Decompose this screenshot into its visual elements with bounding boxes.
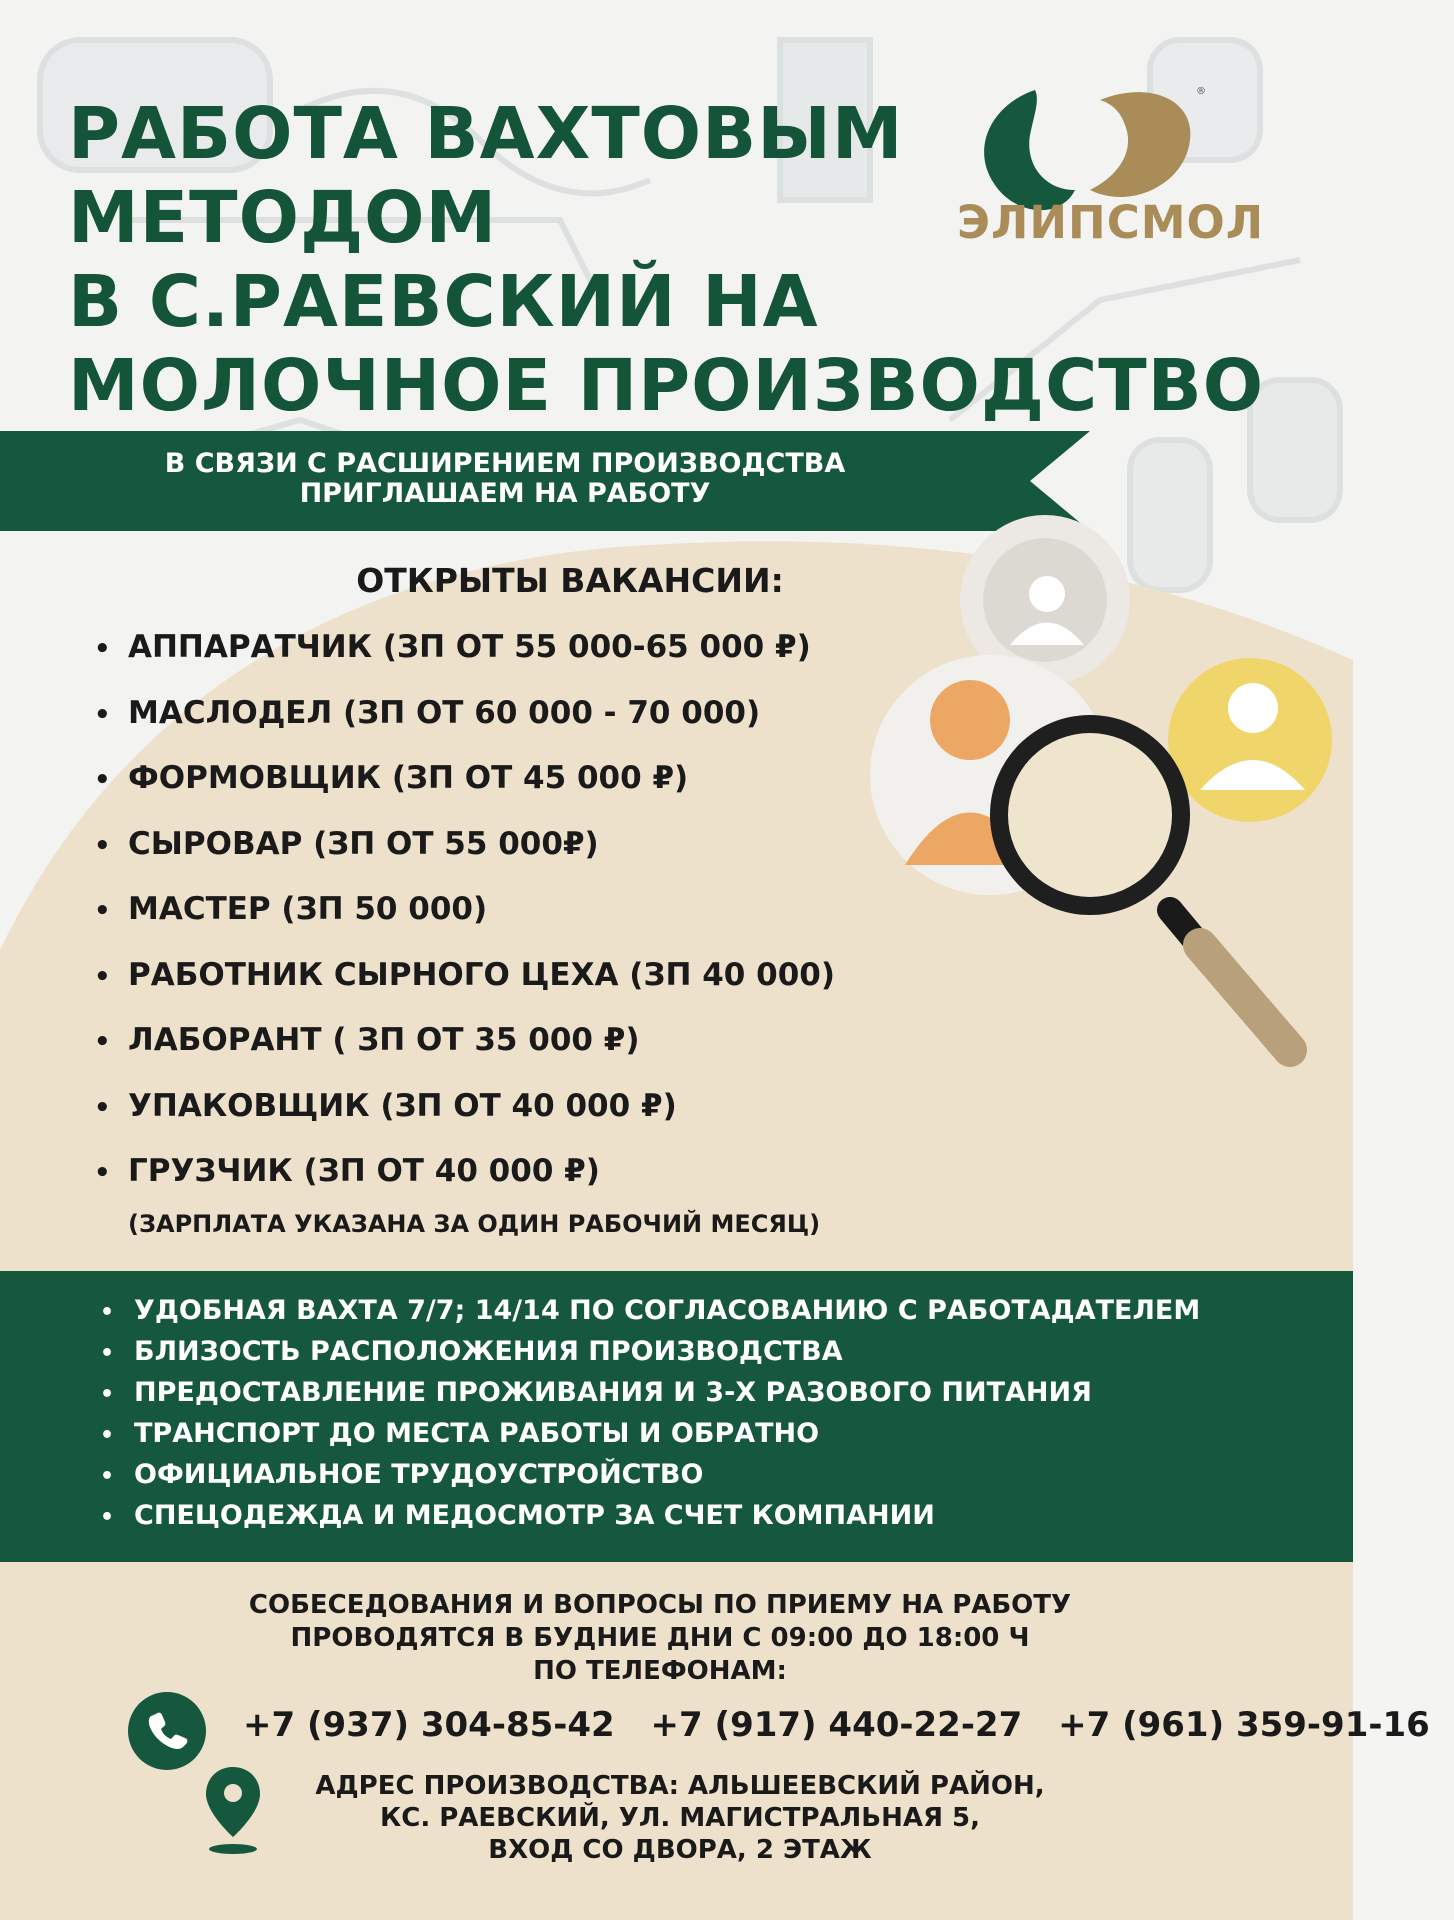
vacancy-salary: (ЗП ОТ 40 000 ₽) [292, 1153, 600, 1189]
interview-info-line: СОБЕСЕДОВАНИЯ И ВОПРОСЫ ПО ПРИЕМУ НА РАБОТУ [248, 1590, 1072, 1620]
interview-info [230, 1589, 1090, 1688]
bullet: • [94, 699, 111, 730]
benefit-item [100, 1372, 1200, 1413]
address-line: АДРЕС ПРОИЗВОДСТВА: АЛЬШЕЕВСКИЙ РАЙОН, [315, 1771, 1045, 1801]
vacancy-title: АППАРАТЧИК [128, 629, 373, 665]
bullet: • [100, 1300, 115, 1325]
benefit-item [100, 1331, 1200, 1372]
phone-number-link[interactable]: +7 (961) 359-91-16 [1058, 1705, 1430, 1745]
vacancy-title: ФОРМОВЩИК [128, 760, 382, 796]
banner-text [100, 449, 910, 509]
logo-text: ЭЛИПСМОЛ [957, 196, 1265, 249]
location-pin-icon [203, 1765, 263, 1857]
vacancy-salary: (ЗП ОТ 55 000₽) [302, 825, 599, 862]
vacancy-item [94, 751, 835, 817]
phone-number-link[interactable]: +7 (937) 304-85-42 [243, 1705, 615, 1745]
vacancy-item [94, 1079, 835, 1145]
bullet: • [94, 830, 111, 861]
title-line: В С.РАЕВСКИЙ НА [68, 260, 819, 343]
vacancy-salary: (ЗП ОТ 55 000-65 000 ₽) [372, 629, 811, 665]
banner-line: В СВЯЗИ С РАСШИРЕНИЕМ ПРОИЗВОДСТВА [164, 448, 846, 479]
bullet: • [94, 765, 111, 795]
vacancy-item [94, 620, 835, 686]
vacancy-item [94, 948, 835, 1014]
benefits-list [100, 1290, 1200, 1536]
vacancy-salary: (ЗП 40 000) [618, 956, 836, 993]
recruitment-magnifier-illustration [850, 560, 1330, 1100]
vacancy-title: СЫРОВАР [128, 825, 303, 862]
title-line: РАБОТА ВАХТОВЫМ [68, 92, 904, 175]
benefit-item [100, 1413, 1200, 1454]
bullet: • [94, 1027, 111, 1057]
benefit-item [100, 1290, 1200, 1331]
production-address [300, 1770, 1060, 1866]
banner-line: ПРИГЛАШАЕМ НА РАБОТУ [299, 478, 711, 509]
vacancy-item [94, 1144, 835, 1210]
benefit-text: ТРАНСПОРТ ДО МЕСТА РАБОТЫ И ОБРАТНО [134, 1418, 820, 1449]
address-line: ВХОД СО ДВОРА, 2 ЭТАЖ [488, 1835, 872, 1865]
salary-note: (ЗАРПЛАТА УКАЗАНА ЗА ОДИН РАБОЧИЙ МЕСЯЦ) [128, 1210, 821, 1238]
vacancy-item [94, 1013, 835, 1079]
vacancy-salary: (ЗП 50 000) [270, 891, 488, 927]
vacancy-salary: (ЗП ОТ 40 000 ₽) [369, 1087, 677, 1124]
benefit-item [100, 1454, 1200, 1495]
bullet: • [94, 896, 111, 926]
vacancies-heading: ОТКРЫТЫ ВАКАНСИИ: [356, 561, 784, 600]
benefit-text: СПЕЦОДЕЖДА И МЕДОСМОТР ЗА СЧЕТ КОМПАНИИ [134, 1500, 935, 1531]
bullet: • [94, 1158, 111, 1188]
benefit-item [100, 1495, 1200, 1536]
address-line: КС. РАЕВСКИЙ, УЛ. МАГИСТРАЛЬНАЯ 5, [379, 1803, 981, 1833]
vacancy-item [94, 817, 835, 883]
phone-icon [128, 1692, 206, 1770]
interview-info-line: ПРОВОДЯТСЯ В БУДНИЕ ДНИ С 09:00 ДО 18:00 Ч [290, 1623, 1030, 1653]
interview-info-line: ПО ТЕЛЕФОНАМ: [533, 1656, 787, 1686]
vacancy-title: МАСТЕР [128, 891, 271, 927]
bullet: • [100, 1382, 115, 1407]
bullet: • [100, 1464, 115, 1489]
registered-mark: ® [1196, 86, 1206, 97]
bullet: • [94, 961, 111, 992]
bullet: • [100, 1423, 115, 1448]
vacancies-list [94, 620, 835, 1210]
title-line: МОЛОЧНОЕ ПРОИЗВОДСТВО [68, 344, 1265, 427]
bullet: • [94, 1092, 111, 1123]
vacancy-salary: ( ЗП ОТ 35 000 ₽) [321, 1022, 640, 1058]
bullet: • [94, 634, 111, 664]
title-line: МЕТОДОМ [68, 176, 498, 259]
benefit-text: УДОБНАЯ ВАХТА 7/7; 14/14 ПО СОГЛАСОВАНИЮ С РАБОТАДАТЕЛЕМ [134, 1295, 1201, 1326]
benefit-text: БЛИЗОСТЬ РАСПОЛОЖЕНИЯ ПРОИЗВОДСТВА [134, 1336, 843, 1367]
vacancy-title: РАБОТНИК СЫРНОГО ЦЕХА [128, 956, 619, 993]
phone-numbers [243, 1705, 1454, 1745]
vacancy-salary: (ЗП ОТ 60 000 - 70 000) [332, 694, 761, 731]
vacancy-item [94, 686, 835, 752]
benefit-text: ОФИЦИАЛЬНОЕ ТРУДОУСТРОЙСТВО [134, 1459, 704, 1490]
phone-number-link[interactable]: +7 (917) 440-22-27 [650, 1705, 1023, 1745]
bullet: • [100, 1341, 115, 1366]
vacancy-title: МАСЛОДЕЛ [128, 694, 333, 731]
benefit-text: ПРЕДОСТАВЛЕНИЕ ПРОЖИВАНИЯ И 3-Х РАЗОВОГО ПИТАНИЯ [134, 1377, 1092, 1408]
vacancy-item [94, 882, 835, 948]
bullet: • [100, 1505, 115, 1530]
vacancy-title: ГРУЗЧИК [128, 1153, 293, 1189]
vacancy-salary: (ЗП ОТ 45 000 ₽) [381, 760, 689, 796]
vacancy-title: УПАКОВЩИК [128, 1087, 370, 1124]
vacancy-title: ЛАБОРАНТ [128, 1022, 322, 1058]
